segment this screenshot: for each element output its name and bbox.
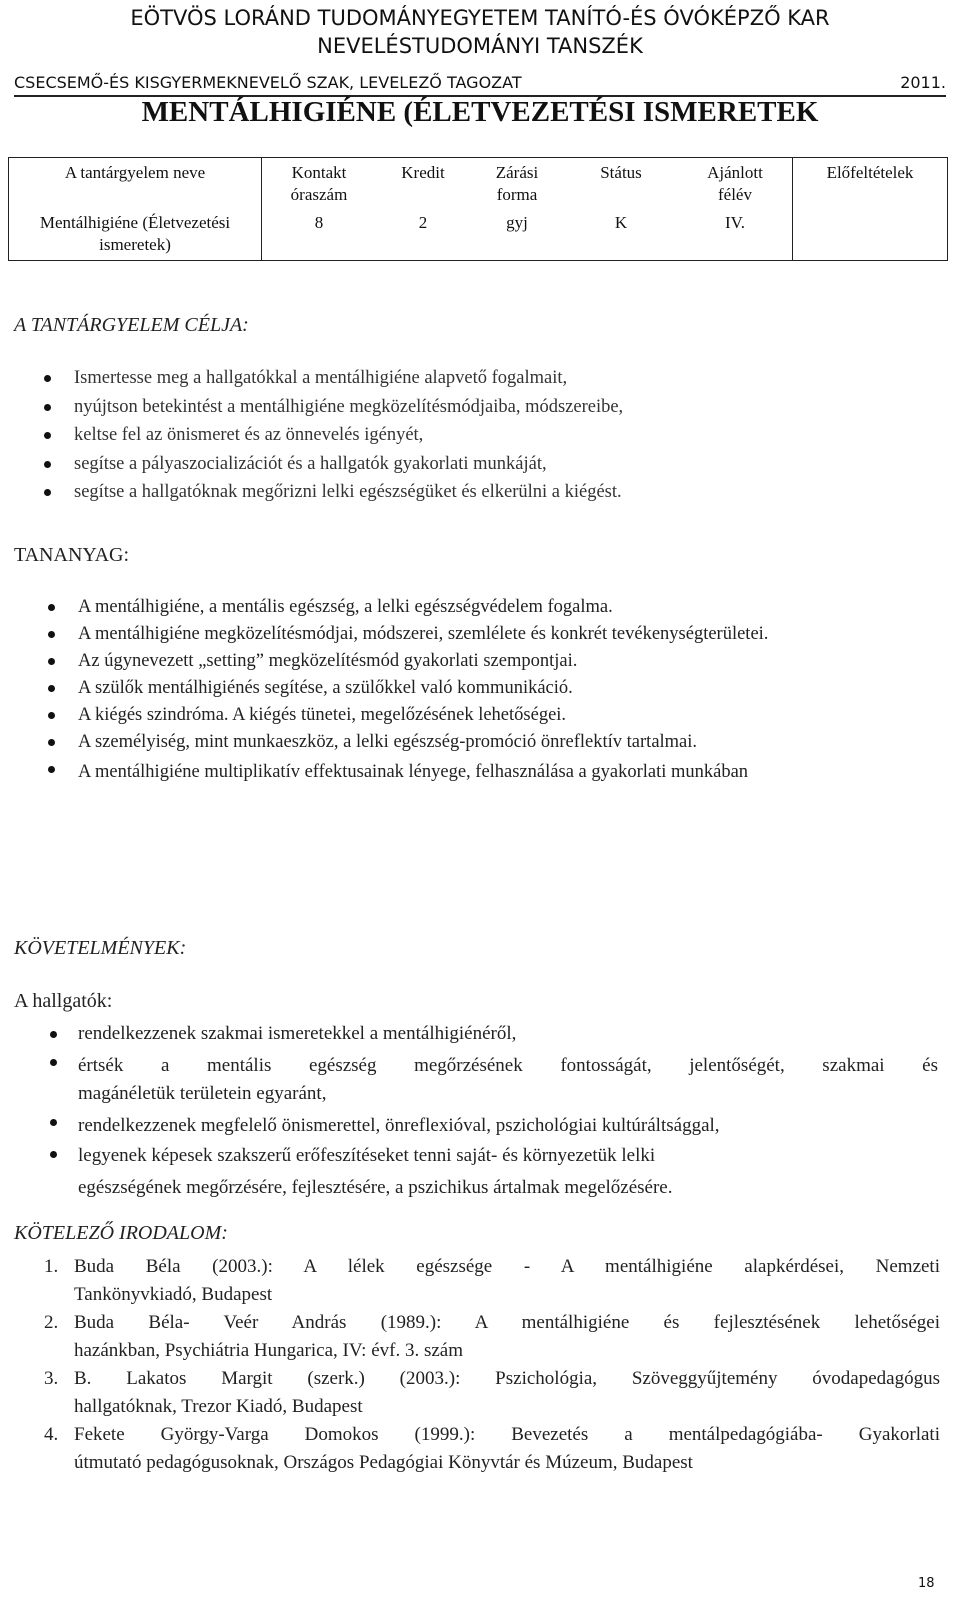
list-item: A mentálhigiéne, a mentális egészség, a lelki egészségvédelem fogalma. (78, 594, 938, 621)
list-item (78, 1048, 938, 1108)
page-number: 18 (918, 1576, 935, 1591)
course-info-table (8, 157, 948, 261)
list-item (78, 1020, 938, 1048)
cell-name-l1: Mentálhigiéne (Életvezetési (39, 213, 231, 232)
content-list (78, 594, 938, 788)
req-line: rendelkezzenek megfelelő önismerettel, önreflexióval, pszichológiai kultúráltsággal, (78, 1115, 720, 1136)
aims-heading: A TANTÁRGYELEM CÉLJA: (14, 314, 249, 336)
header-exam-l1: Zárási (495, 163, 539, 182)
req-line: rendelkezzenek szakmai ismeretekkel a mentálhigiénéről, (78, 1023, 517, 1044)
lit-line: Fekete György-Varga Domokos (1999.): Bevezetés a mentálpedagógiába- Gyakorlati (74, 1424, 940, 1445)
req-line: legyenek képesek szakszerű erőfeszítéseket tenni saját- és környezetük lelki (78, 1145, 656, 1166)
header-credit-text: Kredit (401, 163, 445, 182)
list-item: keltse fel az önismeret és az önnevelés igényét, (74, 421, 934, 450)
header-contact-l1: Kontakt (291, 163, 347, 182)
lit-line: Buda Béla (2003.): A lélek egészsége - A mentálhigiéne alapkérdései, Nemzeti (74, 1256, 940, 1277)
cell-status (564, 206, 678, 261)
list-item (78, 1108, 938, 1140)
header-semester (678, 158, 793, 207)
requirements-intro: A hallgatók: (14, 990, 113, 1012)
lit-line-cont: hallgatóknak, Trezor Kiadó, Budapest (74, 1396, 363, 1417)
req-line: értsék a mentális egészség megőrzésének fontosságát, jelentőségét, szakmai és (78, 1055, 938, 1076)
lit-number: 3. (44, 1368, 59, 1389)
list-item (44, 1309, 940, 1365)
header-credit (376, 158, 470, 207)
literature-heading: KÖTELEZŐ IRODALOM: (14, 1222, 228, 1244)
header-contact-l2: óraszám (290, 185, 348, 204)
lit-line: Buda Béla- Veér András (1989.): A mentálhigiéne és fejlesztésének lehetőségei (74, 1312, 940, 1333)
list-item: Az úgynevezett „setting” megközelítésmód gyakorlati szempontjai. (78, 648, 938, 675)
program-year: 2011. (900, 73, 946, 92)
header-name (9, 158, 262, 207)
cell-contact (262, 206, 377, 261)
header-contact (262, 158, 377, 207)
program-name: CSECSEMŐ-ÉS KISGYERMEKNEVELŐ SZAK, LEVELEZŐ TAGOZAT (14, 73, 522, 92)
req-line-cont: magánéletük területein egyaránt, (78, 1083, 327, 1104)
cell-name (9, 206, 262, 261)
requirements-list (78, 1020, 938, 1204)
header-semester-l1: Ajánlott (707, 163, 763, 182)
lit-number: 2. (44, 1312, 59, 1333)
header-prereq (793, 158, 948, 207)
list-item: A kiégés szindróma. A kiégés tünetei, megelőzésének lehetőségei. (78, 702, 938, 729)
header-status-text: Státus (600, 163, 642, 182)
lit-line-cont: hazánkban, Psychiátria Hungarica, IV: évf. 3. szám (74, 1340, 463, 1361)
list-item: Ismertesse meg a hallgatókkal a mentálhigiéne alapvető fogalmait, (74, 364, 934, 393)
cell-credit (376, 206, 470, 261)
cell-status-text: K (614, 213, 628, 232)
literature-list (44, 1253, 940, 1477)
header-prereq-text: Előfeltételek (826, 163, 914, 182)
list-item: A mentálhigiéne multiplikatív effektusainak lényege, felhasználása a gyakorlati munkában (78, 756, 878, 788)
program-header (14, 72, 946, 97)
cell-prereq (793, 206, 948, 261)
course-table-row (9, 206, 948, 261)
department-name: NEVELÉSTUDOMÁNYI TANSZÉK (317, 34, 643, 58)
header-exam-l2: forma (496, 185, 538, 204)
list-item (78, 1140, 938, 1204)
cell-name-l2: ismeretek) (99, 235, 171, 254)
lit-line: B. Lakatos Margit (szerk.) (2003.): Pszichológia, Szöveggyűjtemény óvodapedagógus (74, 1368, 940, 1389)
list-item: segítse a pályaszocializációt és a hallgatók gyakorlati munkáját, (74, 450, 934, 479)
list-item: nyújtson betekintést a mentálhigiéne megközelítésmódjaiba, módszereibe, (74, 393, 934, 422)
list-item: A mentálhigiéne megközelítésmódjai, módszerei, szemlélete és konkrét tevékenységterületei. (78, 621, 798, 648)
cell-exam-text: gyj (506, 213, 528, 232)
lit-line-cont: Tankönyvkiadó, Budapest (74, 1284, 273, 1305)
list-item (44, 1365, 940, 1421)
aims-list (74, 364, 934, 507)
lit-number: 1. (44, 1256, 59, 1277)
content-heading: TANANYAG: (14, 544, 130, 566)
list-item: segítse a hallgatóknak megőrizni lelki egészségüket és elkerülni a kiégést. (74, 478, 934, 507)
header-semester-l2: félév (718, 185, 752, 204)
cell-exam (470, 206, 564, 261)
lit-line-cont: útmutató pedagógusoknak, Országos Pedagógiai Könyvtár és Múzeum, Budapest (74, 1452, 693, 1473)
header-exam (470, 158, 564, 207)
list-item (44, 1253, 940, 1309)
page-title: MENTÁLHIGIÉNE (ÉLETVEZETÉSI ISMERETEK (141, 96, 819, 128)
cell-credit-text: 2 (418, 213, 428, 232)
req-line-cont: egészségének megőrzésére, fejlesztésére, a pszichikus ártalmak megelőzésére. (78, 1177, 673, 1198)
cell-semester-text: IV. (725, 213, 745, 232)
list-item (44, 1421, 940, 1477)
list-item: A személyiség, mint munkaeszköz, a lelki egészség-promóció önreflektív tartalmai. (78, 729, 938, 756)
cell-contact-text: 8 (314, 213, 324, 232)
course-table-header-row (9, 158, 948, 207)
requirements-heading: KÖVETELMÉNYEK: (14, 937, 187, 959)
header-name-text: A tantárgyelem neve (64, 163, 206, 182)
list-item: A szülők mentálhigiénés segítése, a szülőkkel való kommunikáció. (78, 675, 938, 702)
lit-number: 4. (44, 1424, 59, 1445)
cell-semester (678, 206, 793, 261)
institution-name: EÖTVÖS LORÁND TUDOMÁNYEGYETEM TANÍTÓ-ÉS ÓVÓKÉPZŐ KAR (130, 6, 830, 30)
header-status (564, 158, 678, 207)
